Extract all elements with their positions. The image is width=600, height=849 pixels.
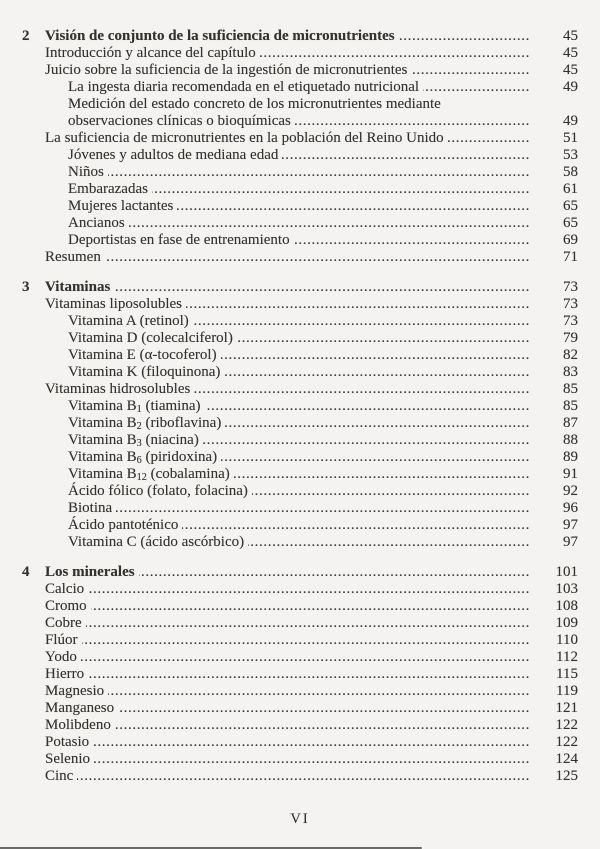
dot-leader	[295, 113, 530, 130]
dot-leader	[108, 164, 530, 181]
entry-page-ref: 83	[563, 364, 578, 380]
dot-leader	[129, 215, 530, 232]
entry-label: Vitaminas liposolubles	[45, 296, 183, 312]
dot-leader	[194, 381, 530, 398]
dot-leader	[411, 62, 530, 79]
toc-entry-row	[0, 313, 600, 330]
dot-leader	[116, 500, 530, 517]
toc-entry-row	[0, 500, 600, 517]
dot-leader	[260, 45, 530, 62]
toc-entry-row	[0, 615, 600, 632]
entry-page-ref: 97	[563, 517, 578, 533]
entry-label: La suficiencia de micronutrientes en la población del Reino Unido	[45, 130, 444, 146]
entry-label: Biotina	[68, 500, 113, 516]
chapter-number: 4	[22, 564, 30, 580]
entry-label: Vitamina A (retinol)	[68, 313, 189, 329]
entry-label: Cromo	[45, 598, 87, 614]
entry-page-ref: 121	[555, 700, 578, 716]
dot-leader	[139, 564, 530, 581]
entry-label: Vitamina K (filoquinona)	[68, 364, 221, 380]
dot-leader	[224, 364, 530, 381]
dot-leader	[81, 649, 530, 666]
dot-leader	[114, 279, 530, 296]
entry-label: Vitamina $B_3$ (niacina)	[68, 432, 199, 450]
entry-page-ref: 58	[563, 164, 578, 180]
entry-page-ref: 65	[563, 198, 578, 214]
dot-leader	[182, 517, 530, 534]
entry-page-ref: 85	[563, 381, 578, 397]
toc-entry-row	[0, 232, 600, 249]
chapter-page-ref: 73	[563, 279, 578, 295]
chapter-title: Visión de conjunto de la suficiencia de micronutrientes	[45, 28, 395, 44]
toc-entry-row	[0, 398, 600, 415]
entry-label: Flúor	[45, 632, 78, 648]
entry-label: Ácido pantoténico	[68, 517, 179, 533]
chapter-title: Los minerales	[45, 564, 135, 580]
entry-page-ref: 88	[563, 432, 578, 448]
dot-leader	[177, 198, 530, 215]
dot-leader	[88, 581, 530, 598]
entry-page-ref: 45	[563, 45, 578, 61]
dot-leader	[105, 249, 530, 266]
entry-page-ref: 61	[563, 181, 578, 197]
entry-page-ref: 125	[555, 768, 578, 784]
chapter-row	[0, 564, 600, 581]
toc-entry-row	[0, 249, 600, 266]
toc-entry-row	[0, 683, 600, 700]
dot-leader	[448, 130, 530, 147]
entry-page-ref: 71	[563, 249, 578, 265]
dot-leader	[252, 483, 530, 500]
toc-entry-row	[0, 113, 600, 130]
entry-page-ref: 119	[556, 683, 578, 699]
dot-leader	[248, 534, 530, 551]
entry-page-ref: 112	[556, 649, 578, 665]
dot-leader	[282, 147, 530, 164]
dot-leader	[77, 768, 530, 785]
toc-entry-row	[0, 432, 600, 449]
entry-label: Selenio	[45, 751, 90, 767]
chapter-page-ref: 101	[555, 564, 578, 580]
toc-entry-row	[0, 581, 600, 598]
entry-label: Vitamina $B_{12}$ (cobalamina)	[68, 466, 230, 484]
toc-entry-row	[0, 198, 600, 215]
entry-label: Vitamina $B_2$ (riboflavina)	[68, 415, 222, 433]
dot-leader	[399, 28, 530, 45]
entry-label: Medición del estado concreto de los micronutrientes mediante	[68, 96, 441, 112]
dot-leader	[193, 313, 530, 330]
dot-leader	[186, 296, 530, 313]
toc-entry-row	[0, 649, 600, 666]
dot-leader	[82, 632, 530, 649]
toc-entry-row	[0, 130, 600, 147]
entry-label: Magnesio	[45, 683, 105, 699]
toc-entry-row	[0, 62, 600, 79]
entry-page-ref: 85	[563, 398, 578, 414]
toc-section	[0, 28, 600, 266]
toc-entry-row	[0, 45, 600, 62]
entry-label: Niños	[68, 164, 104, 180]
entry-label: Vitamina E (α-tocoferol)	[68, 347, 217, 363]
entry-label: Introducción y alcance del capítulo	[45, 45, 256, 61]
toc-entry-row	[0, 415, 600, 432]
toc-entry-continuation-first-line	[0, 96, 600, 113]
chapter-number: 3	[22, 279, 30, 295]
chapter-title: Vitaminas	[45, 279, 111, 295]
entry-page-ref: 45	[563, 62, 578, 78]
toc-entry-row	[0, 347, 600, 364]
toc-entry-row	[0, 215, 600, 232]
dot-leader	[108, 683, 530, 700]
dot-leader	[234, 466, 530, 483]
dot-leader	[205, 398, 531, 415]
entry-page-ref: 92	[563, 483, 578, 499]
entry-page-ref: 97	[563, 534, 578, 550]
entry-page-ref: 122	[555, 717, 578, 733]
dot-leader	[237, 330, 530, 347]
entry-label: La ingesta diaria recomendada en el etiquetado nutricional	[68, 79, 420, 95]
toc-entry-row	[0, 700, 600, 717]
entry-label: Yodo	[45, 649, 77, 665]
dot-leader	[203, 432, 530, 449]
entry-page-ref: 73	[563, 296, 578, 312]
toc-entry-row	[0, 181, 600, 198]
entry-page-ref: 89	[563, 449, 578, 465]
entry-label: Calcio	[45, 581, 85, 597]
entry-label: Vitamina $B_1$ (tiamina)	[68, 398, 201, 416]
dot-leader	[152, 181, 530, 198]
entry-page-ref: 110	[556, 632, 578, 648]
entry-page-ref: 65	[563, 215, 578, 231]
entry-label: Embarazadas	[68, 181, 148, 197]
entry-page-ref: 49	[563, 79, 578, 95]
entry-label: Ancianos	[68, 215, 125, 231]
toc-entry-row	[0, 734, 600, 751]
entry-page-ref: 82	[563, 347, 578, 363]
toc-entry-row	[0, 768, 600, 785]
dot-leader	[91, 598, 530, 615]
dot-leader	[225, 415, 530, 432]
toc-entry-row	[0, 79, 600, 96]
dot-leader	[423, 79, 530, 96]
dot-leader	[88, 666, 530, 683]
entry-page-ref: 53	[563, 147, 578, 163]
entry-page-ref: 91	[563, 466, 578, 482]
entry-page-ref: 108	[555, 598, 578, 614]
entry-label: Vitaminas hidrosolubles	[45, 381, 191, 397]
dot-leader	[221, 449, 530, 466]
entry-label: Hierro	[45, 666, 85, 682]
entry-label: Manganeso	[45, 700, 115, 716]
entry-label: Cobre	[45, 615, 82, 631]
entry-page-ref: 87	[563, 415, 578, 431]
entry-page-ref: 69	[563, 232, 578, 248]
toc-entry-row	[0, 449, 600, 466]
toc-entry-row	[0, 296, 600, 313]
entry-page-ref: 124	[555, 751, 578, 767]
entry-label: Vitamina C (ácido ascórbico)	[68, 534, 245, 550]
entry-page-ref: 51	[563, 130, 578, 146]
toc-entry-row	[0, 483, 600, 500]
dot-leader	[115, 717, 530, 734]
toc-section	[0, 564, 600, 785]
entry-label: Juicio sobre la suficiencia de la ingestión de micronutrientes	[45, 62, 408, 78]
entry-page-ref: 79	[563, 330, 578, 346]
chapter-page-ref: 45	[563, 28, 578, 44]
entry-page-ref: 49	[563, 113, 578, 129]
chapter-row	[0, 28, 600, 45]
entry-page-ref: 73	[563, 313, 578, 329]
toc-entry-row	[0, 598, 600, 615]
toc-entry-row	[0, 666, 600, 683]
entry-label: Potasio	[45, 734, 90, 750]
dot-leader	[118, 700, 530, 717]
entry-label: observaciones clínicas o bioquímicas	[68, 113, 291, 129]
entry-label: Jóvenes y adultos de mediana edad	[68, 147, 279, 163]
toc-entry-row	[0, 364, 600, 381]
page-number-footer: VI	[290, 811, 310, 827]
dot-leader	[94, 751, 530, 768]
toc-entry-row	[0, 466, 600, 483]
entry-label: Mujeres lactantes	[68, 198, 174, 214]
dot-leader	[221, 347, 530, 364]
dot-leader	[86, 615, 530, 632]
dot-leader	[93, 734, 530, 751]
entry-label: Cinc	[45, 768, 74, 784]
entry-page-ref: 96	[563, 500, 578, 516]
dot-leader	[294, 232, 530, 249]
entry-label: Vitamina D (colecalciferol)	[68, 330, 233, 346]
toc-section	[0, 279, 600, 551]
toc-entry-row	[0, 164, 600, 181]
entry-label: Ácido fólico (folato, folacina)	[68, 483, 248, 499]
toc-entry-row	[0, 517, 600, 534]
entry-page-ref: 115	[556, 666, 578, 682]
toc-entry-row	[0, 147, 600, 164]
entry-label: Molibdeno	[45, 717, 111, 733]
toc-entry-row	[0, 381, 600, 398]
chapter-row	[0, 279, 600, 296]
entry-label: Vitamina $B_6$ (piridoxina)	[68, 449, 218, 467]
chapter-number: 2	[22, 28, 30, 44]
toc-entry-row	[0, 632, 600, 649]
entry-label: Deportistas en fase de entrenamiento	[68, 232, 290, 248]
toc-entry-row	[0, 534, 600, 551]
entry-page-ref: 103	[555, 581, 578, 597]
toc-entry-row	[0, 751, 600, 768]
entry-page-ref: 122	[555, 734, 578, 750]
toc-entry-row	[0, 330, 600, 347]
toc-entry-row	[0, 717, 600, 734]
entry-page-ref: 109	[555, 615, 578, 631]
entry-label: Resumen	[45, 249, 101, 265]
